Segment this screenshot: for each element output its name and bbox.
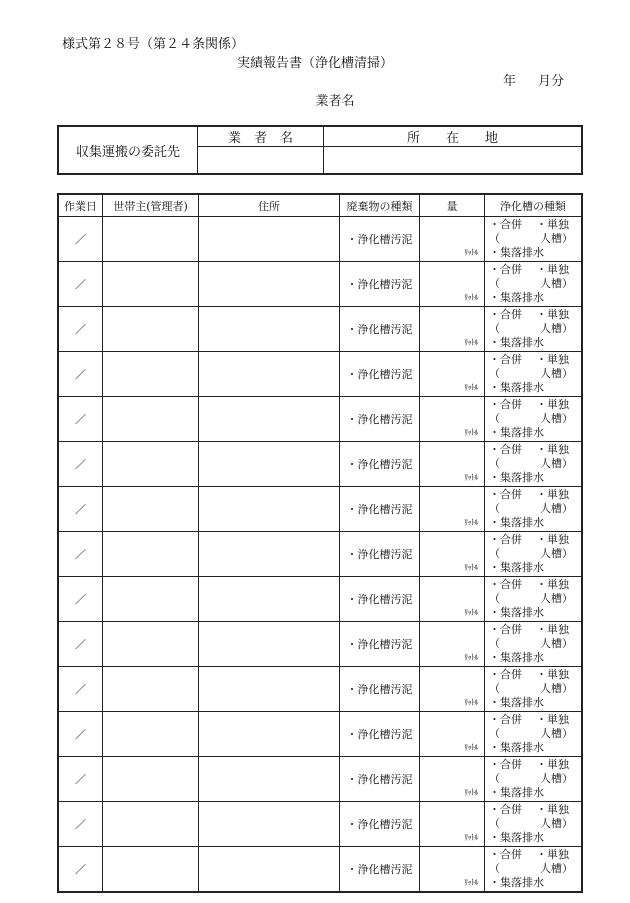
quantity-unit: ﾘｯﾄﾙ (464, 653, 478, 662)
consignment-address-field[interactable] (324, 147, 583, 175)
table-row (58, 262, 582, 307)
septic-capacity-row: （ 人槽） (489, 367, 573, 380)
waste-type-cell: ・浄化槽汚泥 (340, 577, 420, 622)
householder-cell[interactable] (103, 712, 199, 757)
document-title: 実績報告書（浄化槽清掃） (236, 56, 393, 71)
date-separator: ／ (75, 683, 86, 696)
quantity-cell[interactable] (420, 307, 485, 352)
consignment-name-header: 業 者 名 (198, 126, 324, 147)
work-date-cell[interactable] (58, 577, 103, 622)
quantity-cell[interactable] (420, 577, 485, 622)
septic-type-cell[interactable] (485, 487, 583, 532)
consignment-label: 収集運搬の委託先 (58, 126, 198, 174)
consignment-name-field[interactable] (198, 147, 324, 175)
table-row (58, 397, 582, 442)
address-cell[interactable] (199, 352, 340, 397)
year-label: 年 (503, 74, 517, 89)
vendor-name-label: 業者名 (315, 94, 355, 109)
septic-community-option: ・集落排水 (489, 786, 544, 799)
address-cell[interactable] (199, 802, 340, 847)
work-date-cell[interactable] (58, 847, 103, 893)
waste-type-cell: ・浄化槽汚泥 (340, 622, 420, 667)
table-row (58, 847, 582, 893)
address-cell[interactable] (199, 217, 340, 262)
septic-community-option: ・集落排水 (489, 381, 544, 394)
septic-type-cell[interactable] (485, 577, 583, 622)
householder-cell[interactable] (103, 622, 199, 667)
householder-cell[interactable] (103, 397, 199, 442)
waste-type-cell: ・浄化槽汚泥 (340, 307, 420, 352)
waste-type-cell: ・浄化槽汚泥 (340, 667, 420, 712)
header-work-date: 作業日 (58, 194, 103, 217)
septic-type-cell[interactable] (485, 442, 583, 487)
date-separator: ／ (75, 323, 86, 336)
septic-type-cell[interactable] (485, 757, 583, 802)
table-row (58, 757, 582, 802)
report-period (503, 70, 564, 89)
table-row (58, 712, 582, 757)
address-cell[interactable] (199, 667, 340, 712)
table-row (58, 532, 582, 577)
householder-cell[interactable] (103, 802, 199, 847)
quantity-unit: ﾘｯﾄﾙ (464, 833, 478, 842)
table-row (58, 577, 582, 622)
quantity-cell[interactable] (420, 397, 485, 442)
date-separator: ／ (75, 818, 86, 831)
address-cell[interactable] (199, 487, 340, 532)
date-separator: ／ (75, 638, 86, 651)
table-row (58, 802, 582, 847)
work-date-cell[interactable] (58, 217, 103, 262)
quantity-cell[interactable] (420, 667, 485, 712)
householder-cell[interactable] (103, 532, 199, 577)
header-septic-type: 浄化槽の種類 (485, 194, 583, 217)
month-label: 月分 (538, 74, 565, 89)
septic-type-cell[interactable] (485, 712, 583, 757)
address-cell[interactable] (199, 397, 340, 442)
septic-type-cell[interactable] (485, 532, 583, 577)
septic-community-option: ・集落排水 (489, 516, 544, 529)
waste-type-cell: ・浄化槽汚泥 (340, 532, 420, 577)
work-date-cell[interactable] (58, 307, 103, 352)
work-date-cell[interactable] (58, 352, 103, 397)
waste-type-cell: ・浄化槽汚泥 (340, 262, 420, 307)
waste-type-cell: ・浄化槽汚泥 (340, 397, 420, 442)
householder-cell[interactable] (103, 262, 199, 307)
septic-community-option: ・集落排水 (489, 606, 544, 619)
quantity-unit: ﾘｯﾄﾙ (464, 878, 478, 887)
address-cell[interactable] (199, 712, 340, 757)
householder-cell[interactable] (103, 307, 199, 352)
quantity-unit: ﾘｯﾄﾙ (464, 473, 478, 482)
address-cell[interactable] (199, 442, 340, 487)
work-date-cell[interactable] (58, 802, 103, 847)
septic-option-row: ・合併 ・単独 (489, 398, 569, 411)
septic-capacity-row: （ 人槽） (489, 502, 573, 515)
septic-type-cell[interactable] (485, 667, 583, 712)
quantity-unit: ﾘｯﾄﾙ (464, 608, 478, 617)
septic-option-row: ・合併 ・単独 (489, 308, 569, 321)
septic-capacity-row: （ 人槽） (489, 412, 573, 425)
septic-capacity-row: （ 人槽） (489, 682, 573, 695)
table-row (58, 487, 582, 532)
date-separator: ／ (75, 773, 86, 786)
septic-option-row: ・合併 ・単独 (489, 713, 569, 726)
quantity-cell[interactable] (420, 262, 485, 307)
quantity-cell[interactable] (420, 352, 485, 397)
septic-capacity-row: （ 人槽） (489, 592, 573, 605)
septic-community-option: ・集落排水 (489, 426, 544, 439)
septic-community-option: ・集落排水 (489, 336, 544, 349)
table-row (58, 352, 582, 397)
work-date-cell[interactable] (58, 442, 103, 487)
work-date-cell[interactable] (58, 262, 103, 307)
quantity-cell[interactable] (420, 442, 485, 487)
consignment-address-header: 所 在 地 (324, 126, 583, 147)
householder-cell[interactable] (103, 847, 199, 893)
address-cell[interactable] (199, 307, 340, 352)
septic-option-row: ・合併 ・単独 (489, 803, 569, 816)
septic-capacity-row: （ 人槽） (489, 547, 573, 560)
address-cell[interactable] (199, 262, 340, 307)
quantity-unit: ﾘｯﾄﾙ (464, 788, 478, 797)
septic-capacity-row: （ 人槽） (489, 457, 573, 470)
quantity-cell[interactable] (420, 712, 485, 757)
householder-cell[interactable] (103, 757, 199, 802)
householder-cell[interactable] (103, 487, 199, 532)
date-separator: ／ (75, 233, 86, 246)
quantity-unit: ﾘｯﾄﾙ (464, 293, 478, 302)
septic-option-row: ・合併 ・単独 (489, 668, 569, 681)
work-date-cell[interactable] (58, 397, 103, 442)
septic-community-option: ・集落排水 (489, 831, 544, 844)
septic-capacity-row: （ 人槽） (489, 322, 573, 335)
quantity-cell[interactable] (420, 802, 485, 847)
septic-community-option: ・集落排水 (489, 471, 544, 484)
waste-type-cell: ・浄化槽汚泥 (340, 712, 420, 757)
septic-option-row: ・合併 ・単独 (489, 263, 569, 276)
address-cell[interactable] (199, 532, 340, 577)
septic-option-row: ・合併 ・単独 (489, 578, 569, 591)
septic-type-cell[interactable] (485, 352, 583, 397)
septic-type-cell[interactable] (485, 622, 583, 667)
table-row (58, 667, 582, 712)
waste-type-cell: ・浄化槽汚泥 (340, 757, 420, 802)
quantity-unit: ﾘｯﾄﾙ (464, 743, 478, 752)
work-date-cell[interactable] (58, 622, 103, 667)
quantity-unit: ﾘｯﾄﾙ (464, 383, 478, 392)
householder-cell[interactable] (103, 217, 199, 262)
septic-type-cell[interactable] (485, 262, 583, 307)
septic-option-row: ・合併 ・単独 (489, 623, 569, 636)
septic-community-option: ・集落排水 (489, 651, 544, 664)
septic-type-cell[interactable] (485, 847, 583, 893)
septic-option-row: ・合併 ・単独 (489, 533, 569, 546)
septic-capacity-row: （ 人槽） (489, 232, 573, 245)
septic-capacity-row: （ 人槽） (489, 637, 573, 650)
septic-community-option: ・集落排水 (489, 741, 544, 754)
septic-option-row: ・合併 ・単独 (489, 848, 569, 861)
septic-type-cell[interactable] (485, 397, 583, 442)
septic-capacity-row: （ 人槽） (489, 862, 573, 875)
householder-cell[interactable] (103, 352, 199, 397)
septic-community-option: ・集落排水 (489, 246, 544, 259)
septic-option-row: ・合併 ・単独 (489, 443, 569, 456)
quantity-cell[interactable] (420, 532, 485, 577)
householder-cell[interactable] (103, 577, 199, 622)
waste-type-cell: ・浄化槽汚泥 (340, 847, 420, 893)
work-log-table (57, 193, 583, 893)
date-separator: ／ (75, 503, 86, 516)
quantity-unit: ﾘｯﾄﾙ (464, 428, 478, 437)
septic-community-option: ・集落排水 (489, 561, 544, 574)
form-number: 様式第２８号（第２４条関係） (62, 37, 245, 52)
septic-type-cell[interactable] (485, 217, 583, 262)
consignment-table (57, 125, 583, 175)
quantity-cell[interactable] (420, 622, 485, 667)
date-separator: ／ (75, 593, 86, 606)
quantity-cell[interactable] (420, 217, 485, 262)
septic-type-cell[interactable] (485, 802, 583, 847)
septic-option-row: ・合併 ・単独 (489, 488, 569, 501)
septic-option-row: ・合併 ・単独 (489, 353, 569, 366)
waste-type-cell: ・浄化槽汚泥 (340, 352, 420, 397)
quantity-cell[interactable] (420, 757, 485, 802)
septic-community-option: ・集落排水 (489, 876, 544, 889)
address-cell[interactable] (199, 622, 340, 667)
householder-cell[interactable] (103, 667, 199, 712)
waste-type-cell: ・浄化槽汚泥 (340, 802, 420, 847)
table-row (58, 442, 582, 487)
address-cell[interactable] (199, 577, 340, 622)
header-address: 住所 (199, 194, 340, 217)
septic-option-row: ・合併 ・単独 (489, 218, 569, 231)
work-date-cell[interactable] (58, 667, 103, 712)
quantity-unit: ﾘｯﾄﾙ (464, 338, 478, 347)
quantity-unit: ﾘｯﾄﾙ (464, 518, 478, 527)
septic-capacity-row: （ 人槽） (489, 727, 573, 740)
quantity-unit: ﾘｯﾄﾙ (464, 698, 478, 707)
septic-capacity-row: （ 人槽） (489, 772, 573, 785)
table-row (58, 307, 582, 352)
date-separator: ／ (75, 413, 86, 426)
table-row (58, 217, 582, 262)
waste-type-cell: ・浄化槽汚泥 (340, 217, 420, 262)
date-separator: ／ (75, 368, 86, 381)
header-waste-type: 廃棄物の種類 (340, 194, 420, 217)
septic-type-cell[interactable] (485, 307, 583, 352)
work-date-cell[interactable] (58, 532, 103, 577)
householder-cell[interactable] (103, 442, 199, 487)
header-quantity: 量 (420, 194, 485, 217)
table-row (58, 622, 582, 667)
date-separator: ／ (75, 278, 86, 291)
quantity-cell[interactable] (420, 847, 485, 893)
waste-type-cell: ・浄化槽汚泥 (340, 442, 420, 487)
waste-type-cell: ・浄化槽汚泥 (340, 487, 420, 532)
quantity-unit: ﾘｯﾄﾙ (464, 563, 478, 572)
work-date-cell[interactable] (58, 712, 103, 757)
date-separator: ／ (75, 728, 86, 741)
quantity-cell[interactable] (420, 487, 485, 532)
septic-community-option: ・集落排水 (489, 696, 544, 709)
address-cell[interactable] (199, 757, 340, 802)
date-separator: ／ (75, 458, 86, 471)
work-log-header-row (58, 194, 582, 217)
quantity-unit: ﾘｯﾄﾙ (464, 248, 478, 257)
septic-capacity-row: （ 人槽） (489, 277, 573, 290)
work-date-cell[interactable] (58, 487, 103, 532)
septic-community-option: ・集落排水 (489, 291, 544, 304)
septic-option-row: ・合併 ・単独 (489, 758, 569, 771)
date-separator: ／ (75, 863, 86, 876)
header-householder: 世帯主(管理者) (103, 194, 199, 217)
address-cell[interactable] (199, 847, 340, 893)
date-separator: ／ (75, 548, 86, 561)
septic-capacity-row: （ 人槽） (489, 817, 573, 830)
work-date-cell[interactable] (58, 757, 103, 802)
